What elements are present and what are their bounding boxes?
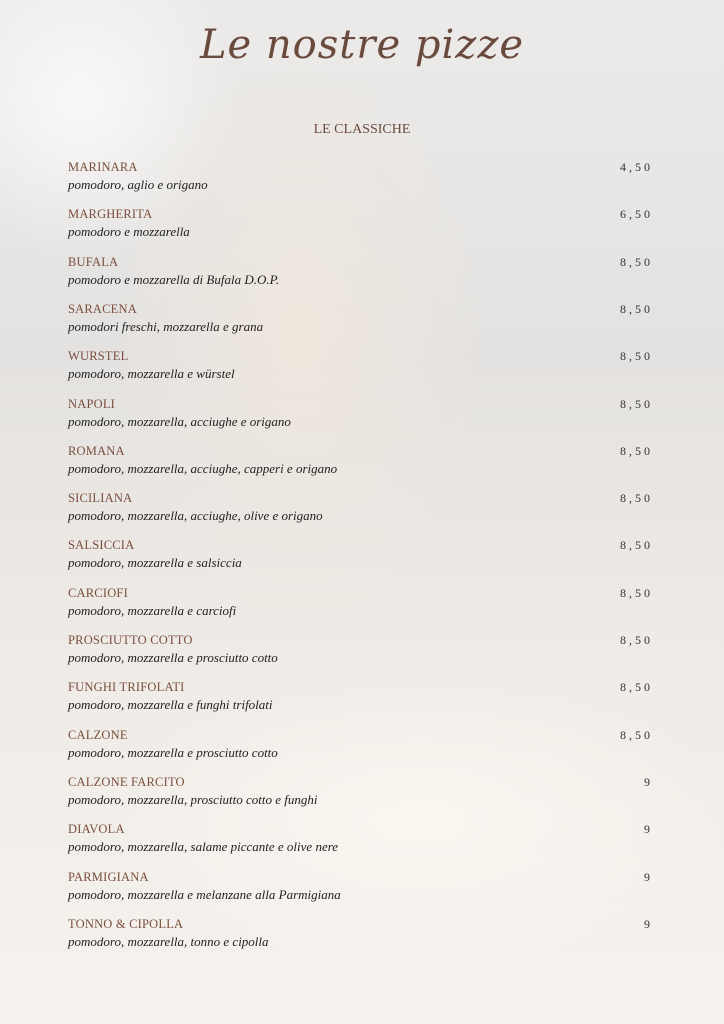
item-description: pomodoro, mozzarella, prosciutto cotto e funghi bbox=[68, 791, 318, 807]
item-price: 8,50 bbox=[620, 349, 653, 364]
item-price: 8,50 bbox=[620, 727, 653, 742]
item-price: 8,50 bbox=[620, 443, 653, 458]
item-name: PROSCIUTTO COTTO bbox=[68, 633, 193, 647]
menu-item bbox=[68, 822, 653, 862]
item-name: WURSTEL bbox=[68, 349, 129, 364]
item-price: 8,50 bbox=[620, 301, 653, 316]
item-name: TONNO & CIPOLLA bbox=[68, 916, 184, 931]
menu-item bbox=[68, 680, 653, 720]
menu-item bbox=[68, 349, 653, 389]
item-price: 8,50 bbox=[620, 396, 653, 411]
menu-item bbox=[68, 160, 653, 200]
menu-item bbox=[68, 917, 653, 957]
item-price: 9 bbox=[644, 869, 653, 884]
item-name: FUNGHI TRIFOLATI bbox=[68, 680, 185, 695]
item-description: pomodoro, mozzarella e würstel bbox=[68, 366, 235, 382]
item-price: 9 bbox=[644, 916, 653, 931]
item-description: pomodoro, mozzarella, salame piccante e olive nere bbox=[68, 839, 339, 855]
menu-item bbox=[68, 728, 653, 768]
item-name: BUFALA bbox=[68, 254, 119, 269]
menu-item bbox=[68, 444, 653, 484]
menu-item bbox=[68, 491, 653, 531]
menu-item bbox=[68, 538, 653, 578]
item-price: 9 bbox=[644, 822, 653, 837]
item-description: pomodoro, mozzarella e salsiccia bbox=[68, 555, 242, 571]
menu-item bbox=[68, 586, 653, 626]
item-name: SICILIANA bbox=[68, 491, 133, 506]
item-name: MARGHERITA bbox=[68, 207, 153, 222]
item-price: 8,50 bbox=[620, 633, 653, 647]
item-description: pomodoro, mozzarella e carciofi bbox=[68, 602, 237, 618]
item-price: 8,50 bbox=[620, 491, 653, 506]
item-price: 8,50 bbox=[620, 585, 653, 600]
item-description: pomodori freschi, mozzarella e grana bbox=[68, 318, 264, 334]
item-price: 4,50 bbox=[620, 160, 653, 174]
item-name: PARMIGIANA bbox=[68, 869, 149, 884]
menu-title: Le nostre pizze bbox=[199, 22, 525, 68]
item-description: pomodoro, mozzarella, tonno e cipolla bbox=[68, 933, 269, 949]
item-price: 8,50 bbox=[620, 538, 653, 553]
item-name: CARCIOFI bbox=[68, 585, 128, 600]
item-description: pomodoro, mozzarella, acciughe, capperi e origano bbox=[68, 460, 338, 476]
menu-item bbox=[68, 870, 653, 910]
menu-item bbox=[68, 302, 653, 342]
item-name: CALZONE FARCITO bbox=[68, 774, 185, 789]
item-name: DIAVOLA bbox=[68, 822, 125, 837]
item-description: pomodoro e mozzarella bbox=[68, 224, 190, 240]
item-price: 9 bbox=[644, 774, 653, 789]
item-name: SALSICCIA bbox=[68, 538, 135, 553]
item-name: MARINARA bbox=[68, 160, 138, 174]
menu-item bbox=[68, 775, 653, 815]
item-name: NAPOLI bbox=[68, 396, 116, 411]
section-heading: LE CLASSICHE bbox=[313, 122, 411, 137]
item-price: 6,50 bbox=[620, 207, 653, 222]
item-name: ROMANA bbox=[68, 443, 125, 458]
menu-item bbox=[68, 255, 653, 295]
item-price: 8,50 bbox=[620, 254, 653, 269]
item-description: pomodoro, mozzarella e prosciutto cotto bbox=[68, 650, 278, 665]
menu-item bbox=[68, 633, 653, 673]
item-description: pomodoro, mozzarella, acciughe, olive e origano bbox=[68, 508, 323, 524]
menu-item bbox=[68, 207, 653, 247]
item-description: pomodoro, mozzarella e melanzane alla Parmigiana bbox=[68, 886, 341, 902]
item-description: pomodoro e mozzarella di Bufala D.O.P. bbox=[68, 271, 280, 287]
item-description: pomodoro, mozzarella e funghi trifolati bbox=[68, 697, 273, 713]
item-description: pomodoro, mozzarella e prosciutto cotto bbox=[68, 744, 278, 760]
item-price: 8,50 bbox=[620, 680, 653, 695]
item-description: pomodoro, mozzarella, acciughe e origano bbox=[68, 413, 291, 429]
item-name: SARACENA bbox=[68, 301, 137, 316]
item-description: pomodoro, aglio e origano bbox=[68, 177, 208, 192]
item-name: CALZONE bbox=[68, 727, 128, 742]
menu-item bbox=[68, 397, 653, 437]
